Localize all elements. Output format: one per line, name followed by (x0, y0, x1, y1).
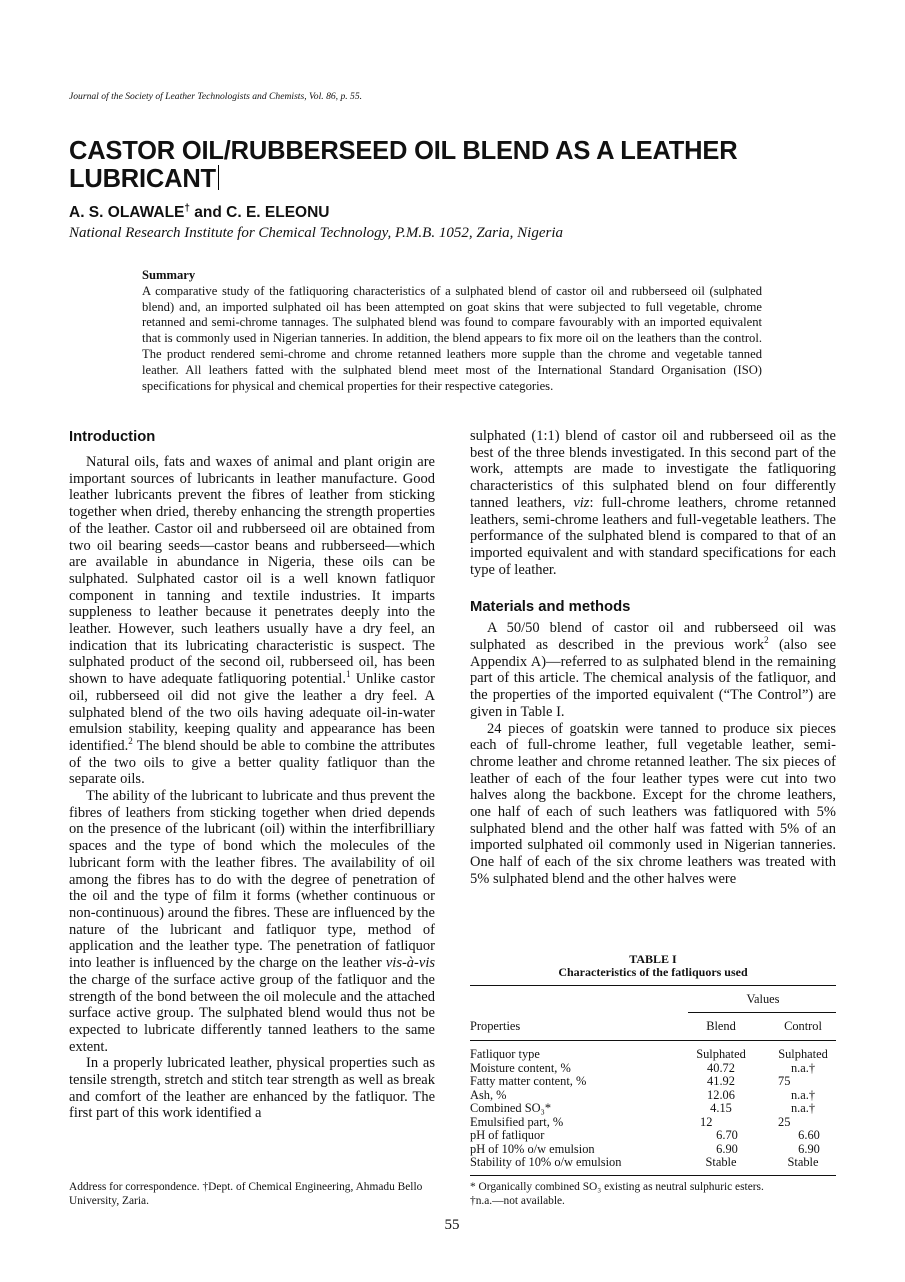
table-row-blend: 6.90 (716, 1141, 738, 1156)
table-caption (470, 953, 836, 979)
table-header-control: Control (784, 1019, 822, 1033)
table-row-property: Ash, % (470, 1087, 507, 1102)
methods-heading: Materials and methods (470, 599, 631, 616)
table-row-control: 6.60 (798, 1128, 820, 1142)
methods-p1-text-a: A 50/50 blend of castor oil and rubberseed oil was sulphated as described in the previous work (470, 620, 836, 654)
intro-cont-italic: viz (573, 494, 590, 511)
table-row-property: Moisture content, % (470, 1060, 571, 1075)
intro-p2-italic: vis-à-vis (385, 955, 435, 972)
article-title (69, 137, 829, 193)
summary-block (142, 268, 762, 394)
intro-p2-text-a: The ability of the lubricant to lubricate and thus prevent the fibres of leathers from sticking together when dried depends on the presence of the lubricant (oil) within the interfibrilliary spaces and the type of bond which the molecules of the lubricant form with the leather fibres. The availability of oil among the fibres has to do with the degree of penetration of the oil and the type of film it forms (whether continuous or non-continuous) around the fibres. These are influenced by the nature of the lubricant and fatliquor type, method of application and the leather type. The penetration of fatliquor into leather is influenced by the charge on the leather (69, 788, 435, 972)
table-row-blend: Stable (705, 1155, 737, 1169)
citation-2: 2 (128, 736, 133, 747)
methods-paragraph-2: 24 pieces of goatskin were tanned to produce six pieces each of full-chrome leather, full vegetable leather, semi-chrome leather and chrome retanned leather. The six pieces of leather of each of the four leather types were cut into two halves along the backbone. Except for the chrome leathers, one half of each of such leathers was fatliquored with 5% sulphated blend and the other half was fatted with 5% of an imported sulphated oil commonly used in Nigerian tanneries. One half of each of the six chrome leathers was treated with 5% sulphated blend and the other halves were (470, 720, 836, 887)
table-row-blend: 41.92 (707, 1074, 735, 1088)
table-row-blend: 6.70 (716, 1128, 738, 1142)
intro-paragraph-2 (69, 788, 435, 1055)
table-row-property: Emulsified part, % (470, 1114, 564, 1129)
table-footnote-na: †n.a.—not available. (470, 1195, 565, 1207)
table-row-control: n.a.† (790, 1101, 816, 1115)
table-row-control: Stable (787, 1155, 819, 1169)
table-header-rule (470, 1040, 836, 1041)
summary-heading: Summary (142, 268, 196, 282)
table-row-blend: Sulphated (696, 1047, 746, 1061)
table-row-control: n.a.† (790, 1060, 816, 1075)
citation-2b: 2 (764, 635, 769, 646)
table-number: TABLE I (629, 952, 677, 966)
intro-p2-text-b: the charge of the surface active group of the fatliquor and the strength of the bond between the oil molecule and the attached surface active group. The sulphated blend would thus not be expected to lubricate differently tanned leathers to the same extent. (69, 971, 435, 1055)
table-row-control: 25 (778, 1114, 791, 1129)
intro-continuation (470, 428, 836, 578)
journal-header: Journal of the Society of Leather Technologists and Chemists, Vol. 86, p. 55. (69, 91, 363, 102)
author-1: A. S. OLAWALE (69, 204, 185, 222)
intro-paragraph-1 (69, 454, 435, 788)
table-header-properties: Properties (470, 1019, 521, 1033)
article-title-text: CASTOR OIL/RUBBERSEED OIL BLEND AS A LEATHER LUBRICANT (69, 137, 738, 193)
table-row-control: 75 (778, 1074, 791, 1088)
affiliation: National Research Institute for Chemical Technology, P.M.B. 1052, Zaria, Nigeria (69, 225, 564, 241)
table-row-blend: 12.06 (707, 1087, 735, 1102)
summary-text: A comparative study of the fatliquoring characteristics of a sulphated blend of castor oil and rubberseed oil (sulphated blend) and, an imported sulphated oil has been attempted on goat skins that were subjected to full vegetable, chrome retanned and semi-chrome tannages. The sulphated blend was found to compare favourably with an imported equivalent that is commonly used in Nigerian tanneries. In addition, the blend appears to fix more oil on the leathers than the control. The product rendered semi-chrome and chrome retanned leathers more supple than the chrome and vegetable tanned leather. All leathers fatted with the sulphated blend meet most of the International Standard Organisation (ISO) specifications for physical and chemical properties for their respective categories. (142, 283, 762, 393)
methods-p1-text-b: (also see Appendix A)—referred to as sulphated blend in the remaining part of this article. The chemical analysis of the fatliquor, and the properties of the imported equivalent (“The Control”) are given in Table I. (470, 637, 837, 720)
text-cursor (218, 165, 219, 190)
methods-paragraph-1 (470, 620, 836, 720)
table-group-header: Values (746, 992, 780, 1006)
correspondence-footnote: Address for correspondence. †Dept. of Chemical Engineering, Ahmadu Bello University, Zaria. (69, 1181, 423, 1207)
table-top-rule (470, 985, 836, 986)
authors (69, 203, 329, 222)
left-column (69, 428, 435, 1122)
table-footnote-so3: * Organically combined SO₃ existing as neutral sulphuric esters. (470, 1181, 764, 1193)
table-row-control: n.a.† (790, 1087, 816, 1102)
intro-cont-text-a: sulphated (1:1) blend of castor oil and rubberseed oil as the best of the three blends investigated. In this second part of the work, attempts are made to investigate the fatliquoring characteristics of this sulphated blend on four differently tanned leathers, (470, 428, 836, 511)
table-row-property: pH of fatliquor (470, 1128, 545, 1142)
intro-paragraph-3: In a properly lubricated leather, physical properties such as tensile strength, stretch and stitch tear strength as well as break and comfort of the leather are enhanced by the fatliquor. The first part of this work identified a (69, 1055, 435, 1122)
table-row-property: Stability of 10% o/w emulsion (470, 1155, 622, 1169)
table-row-blend: 12 (700, 1114, 713, 1129)
author-dagger: † (184, 203, 190, 214)
table-row-property: Fatliquor type (470, 1047, 540, 1061)
page-number: 55 (444, 1217, 460, 1233)
intro-p1-text-b: Unlike castor oil, rubberseed oil did not give the leather a dry feel. A sulphated blend of the two oils having adequate oil-in-water emulsion stability, keeping quality and appearance has been identified. (69, 671, 435, 754)
author-2: and C. E. ELEONU (189, 204, 330, 222)
table-row-blend: 4.15 (710, 1101, 732, 1115)
table-row-control: Sulphated (778, 1047, 828, 1061)
intro-p1-text-c: The blend should be able to combine the attributes of the two oils to give a better quality fatliquor than the separate oils. (69, 737, 435, 788)
table-group-rule (688, 1012, 836, 1013)
table-row-property: pH of 10% o/w emulsion (470, 1141, 595, 1156)
intro-p1-text-a: Natural oils, fats and waxes of animal and plant origin are important sources of lubricants in leather manufacture. Good leather lubricants prevent the fibres of leather from sticking together when dried, thereby enhancing the strength properties of the leather. Castor oil and rubberseed oil are obtained from two oil bearing seeds—castor beans and rubberseed—which are available in abundance in Nigeria, these oils can be sulphated. Sulphated castor oil is a well known fatliquor component in tanning and textile industries. It imparts suppleness to leather because it penetrates deeply into the leather. However, such leathers usually have a dry feel, an indication that its lubricating characteristic is suspect. The sulphated product of the second oil, rubberseed oil, has been shown to have adequate fatliquoring potential. (69, 454, 435, 688)
table-footnotes (470, 1180, 840, 1208)
table-row-property: Combined SO₃* (470, 1101, 552, 1115)
table-bottom-rule (470, 1175, 836, 1176)
introduction-heading: Introduction (69, 429, 156, 445)
intro-cont-text-b: : full-chrome leathers, chrome retanned leathers, semi-chrome leathers and full-vegetable leathers. The performance of the sulphated blend is compared to that of an imported equivalent and with standard specifications for each type of leather. (470, 494, 836, 578)
table-row-property: Fatty matter content, % (470, 1074, 587, 1088)
right-column (470, 428, 836, 888)
table-row-blend: 40.72 (707, 1060, 735, 1075)
table-row-control: 6.90 (798, 1141, 820, 1156)
table-title: Characteristics of the fatliquors used (558, 965, 748, 979)
table-header-blend: Blend (706, 1019, 736, 1033)
citation-1: 1 (345, 669, 351, 680)
